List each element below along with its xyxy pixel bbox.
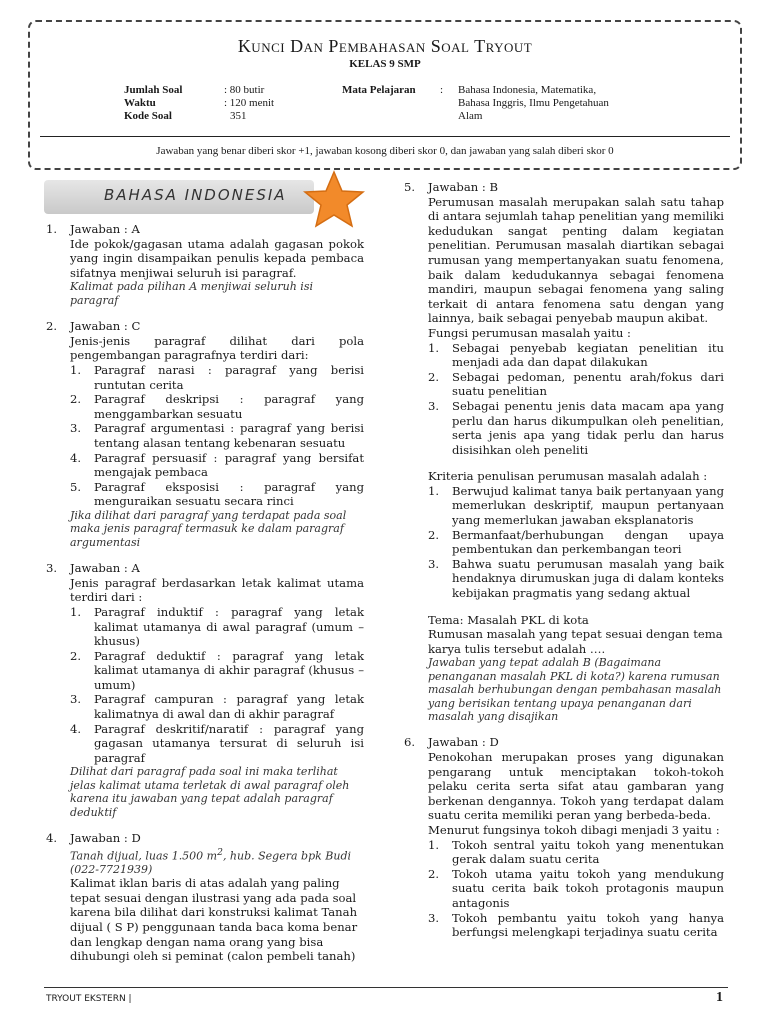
question-number: 2. — [46, 319, 58, 334]
list-item-number: 1. — [70, 362, 82, 377]
list-item — [70, 605, 364, 649]
list-item — [70, 722, 364, 766]
list-item-text: Bermanfaat/berhubungan dengan upaya pembentukan dan perkembangan teori — [452, 527, 724, 557]
list-item-text: Tokoh utama yaitu tokoh yang mendukung suatu cerita baik tokoh protagonis maupun antagonis — [452, 866, 724, 910]
ad-quote — [70, 846, 364, 876]
list-item-number: 1. — [428, 340, 440, 355]
list-item — [428, 484, 724, 528]
theme-title: Tema: Masalah PKL di kota — [428, 612, 589, 627]
list-item-text: Paragraf eksposisi : paragraf yang menguraikan sesuatu secara rinci — [94, 479, 364, 509]
page-number: 1 — [716, 990, 723, 1005]
list-item — [70, 480, 364, 509]
waktu-label: Waktu — [124, 97, 156, 109]
list-item-number: 2. — [70, 648, 82, 663]
question-number: 5. — [404, 180, 416, 194]
question-2 — [46, 319, 364, 549]
explanation-text: Ide pokok/gagasan utama adalah gagasan pokok yang ingin disampaikan penulis kepada pembaca sifatnya menjiwai seluruh isi paragraf. — [70, 236, 364, 280]
explanation-note: Jika dilihat dari paragraf yang terdapat pada soal maka jenis paragraf termasuk ke dalam paragraf argumentasi — [70, 508, 347, 549]
list-item — [428, 341, 724, 370]
list-item — [70, 392, 364, 421]
question-5 — [404, 180, 724, 723]
list-item-text: Paragraf argumentasi : paragraf yang berisi tentang alasan tentang kebenaran sesuatu — [94, 421, 364, 450]
list-item-text: Tokoh sentral yaitu tokoh yang menentukan gerak dalam suatu cerita — [452, 837, 724, 867]
list-item — [70, 451, 364, 480]
list-item-number: 2. — [428, 369, 440, 384]
question-4 — [46, 831, 364, 964]
explanation-text: Jenis-jenis paragraf dilihat dari pola pengembangan paragrafnya terdiri dari: — [70, 333, 364, 363]
right-column — [404, 180, 724, 952]
list-item — [428, 557, 724, 601]
list-item — [428, 867, 724, 911]
jumlah-soal-value: : 80 butir — [224, 84, 265, 96]
paragraph-types-list — [70, 363, 364, 509]
list-item-text: Berwujud kalimat tanya baik pertanyaan yang memerlukan deskriptif, maupun pertanyaan yang memerlukan jawaban eksplanatoris — [452, 483, 724, 528]
answer-label: Jawaban : A — [70, 222, 140, 236]
function-list — [428, 341, 724, 458]
theme-question: Rumusan masalah yang tepat sesuai dengan tema karya tulis tersebut adalah …. — [428, 627, 723, 656]
list-item-number: 1. — [428, 837, 440, 852]
list-item-text: Paragraf persuasif : paragraf yang bersifat mengajak pembaca — [94, 450, 364, 480]
mata-pelajaran-line2: Bahasa Inggris, Ilmu Pengetahuan — [458, 97, 609, 109]
function-title: Fungsi perumusan masalah yaitu : — [428, 325, 631, 340]
criteria-list — [428, 484, 724, 601]
mata-pelajaran-label: Mata Pelajaran — [342, 84, 416, 96]
list-item-text: Sebagai penentu jenis data macam apa yang perlu dan harus dikumpulkan oleh penelitian, serta jenis apa yang tidak perlu dan harus disisihkan oleh peneliti — [452, 398, 724, 457]
list-item-text: Bahwa suatu perumusan masalah yang baik hendaknya dirumuskan juga di dalam konteks kebijakan pragmatis yang sedang aktual — [452, 556, 724, 601]
list-item-number: 3. — [428, 556, 440, 571]
kode-soal-label: Kode Soal — [124, 110, 172, 122]
list-item-number: 4. — [70, 450, 82, 465]
list-item — [70, 692, 364, 721]
question-number: 4. — [46, 831, 58, 846]
question-number: 6. — [404, 735, 416, 750]
list-item-text: Paragraf campuran : paragraf yang letak kalimatnya di awal dan di akhir paragraf — [94, 692, 364, 722]
list-item-text: Paragraf narasi : paragraf yang berisi runtutan cerita — [94, 362, 364, 392]
footer-divider — [44, 987, 728, 988]
explanation-text: Perumusan masalah merupakan salah satu tahap di antara sejumlah tahap penelitian yang memiliki kedudukan sangat penting dalam kegiatan penelitian. Perumusan masalah diartikan sebagai rumusan yang mempertanyakan suatu fenomena, baik dalam kedudukannya sebagai fenomena mandiri, maupun sebagai fenomena yang saling terkait di antara fenomena satu dengan yang lainnya, baik sebagai penyebab maupun akibat. — [428, 194, 724, 326]
list-item-text: Sebagai pedoman, penentu arah/fokus dari suatu penelitian — [452, 369, 724, 399]
list-item — [428, 838, 724, 867]
list-item — [70, 363, 364, 392]
answer-label: Jawaban : D — [428, 735, 499, 750]
list-item-text: Paragraf deskripsi : paragraf yang menggambarkan sesuatu — [94, 392, 364, 421]
header-box — [28, 20, 742, 170]
list-item-number: 5. — [70, 479, 82, 494]
list-item-number: 3. — [428, 398, 440, 413]
list-item-text: Sebagai penyebab kegiatan penelitian itu menjadi ada dan dapat dilakukan — [452, 340, 724, 370]
kode-soal-value: 351 — [230, 110, 247, 122]
list-item-text: Paragraf deduktif : paragraf yang letak kalimat utamanya di akhir paragraf (khusus – umum) — [94, 648, 364, 692]
list-item-text: Paragraf induktif : paragraf yang letak kalimat utamanya di awal paragraf (umum – khusus) — [94, 604, 364, 649]
score-rule-text: Jawaban yang benar diberi skor +1, jawaban kosong diberi skor 0, dan jawaban yang salah diberi skor 0 — [156, 145, 614, 157]
list-item-number: 4. — [70, 721, 82, 736]
list-item-number: 3. — [70, 692, 82, 707]
list-item-text: Paragraf deskritif/naratif : paragraf yang gagasan utamanya tersurat di seluruh isi paragraf — [94, 721, 364, 765]
ad-quote-text: Tanah dijual, luas 1.500 m — [70, 849, 218, 863]
waktu-value: : 120 menit — [224, 97, 275, 109]
explanation-note: Jawaban yang tepat adalah B (Bagaimana penanganan masalah PKL di kota?) karena rumusan masalah berhubungan dengan pembahasan masalah yang berisikan tentang upaya penanganan dari masalah yang disajikan — [428, 656, 722, 724]
list-item — [428, 370, 724, 399]
ad-quote-superscript: 2 — [217, 846, 223, 858]
list-item-number: 2. — [428, 527, 440, 542]
explanation-text: Penokohan merupakan proses yang digunakan pengarang untuk menciptakan tokoh-tokoh pelaku cerita serta sifat atau gambaran yang berkenan dengannya. Tokoh yang terdapat dalam suatu cerita memiliki peran yang berbeda-beda. — [428, 750, 724, 823]
explanation-text: Kalimat iklan baris di atas adalah yang paling tepat sesuai dengan ilustrasi yang ada pada soal karena bila dilihat dari konstruksi kalimat Tanah dijual ( S P) penggunaan tanda baca koma benar dan lengkap dengan nama orang yang bisa dihubungi oleh si peminat (calon pembeli tanah) — [70, 876, 358, 964]
list-item-number: 2. — [428, 866, 440, 881]
explanation-note: Dilihat dari paragraf pada soal ini maka terlihat jelas kalimat utama terletak di awal paragraf oleh karena itu jawaban yang tepat adalah paragraf deduktif — [70, 765, 350, 819]
answer-label: Jawaban : C — [70, 319, 141, 334]
list-item-number: 1. — [428, 483, 440, 498]
mata-pelajaran-line1: Bahasa Indonesia, Matematika, — [458, 84, 597, 96]
question-3 — [46, 561, 364, 819]
jumlah-soal-label: Jumlah Soal — [124, 84, 183, 96]
list-item-number: 1. — [70, 604, 82, 619]
section-banner — [44, 176, 344, 220]
list-item — [70, 421, 364, 450]
list-item — [428, 528, 724, 557]
character-function-title: Menurut fungsinya tokoh dibagi menjadi 3 yaitu : — [428, 823, 720, 837]
footer-label: TRYOUT EKSTERN | — [46, 994, 132, 1004]
list-item — [428, 399, 724, 457]
section-banner-label: BAHASA INDONESIA — [104, 186, 287, 204]
question-6 — [404, 735, 724, 939]
list-item-text: Tokoh pembantu yaitu tokoh yang hanya berfungsi melengkapi terjadinya suatu cerita — [452, 910, 724, 940]
explanation-text: Jenis paragraf berdasarkan letak kalimat utama terdiri dari : — [70, 575, 364, 605]
list-item — [428, 911, 724, 940]
criteria-title: Kriteria penulisan perumusan masalah adalah : — [428, 469, 708, 484]
question-number: 1. — [46, 222, 58, 236]
question-number: 3. — [46, 561, 58, 576]
document-subtitle: KELAS 9 SMP — [349, 58, 421, 70]
explanation-note: Kalimat pada pilihan A menjiwai seluruh isi paragraf — [70, 280, 313, 307]
list-item-number: 2. — [70, 392, 82, 407]
answer-label: Jawaban : D — [70, 831, 141, 846]
left-column — [46, 222, 364, 976]
list-item — [70, 649, 364, 693]
mata-pelajaran-colon: : — [440, 84, 444, 96]
answer-label: Jawaban : B — [428, 180, 498, 194]
paragraph-position-list — [70, 605, 364, 766]
character-types-list — [428, 838, 724, 940]
header-divider — [40, 136, 730, 137]
question-1 — [46, 222, 364, 307]
list-item-number: 3. — [70, 421, 82, 436]
ad-quote-contact: , hub. Segera bpk Budi (022-7721939) — [70, 849, 352, 876]
mata-pelajaran-line3: Alam — [458, 110, 483, 122]
document-title: Kunci Dan Pembahasan Soal Tryout — [237, 36, 533, 56]
list-item-number: 3. — [428, 910, 440, 925]
answer-label: Jawaban : A — [70, 561, 140, 576]
